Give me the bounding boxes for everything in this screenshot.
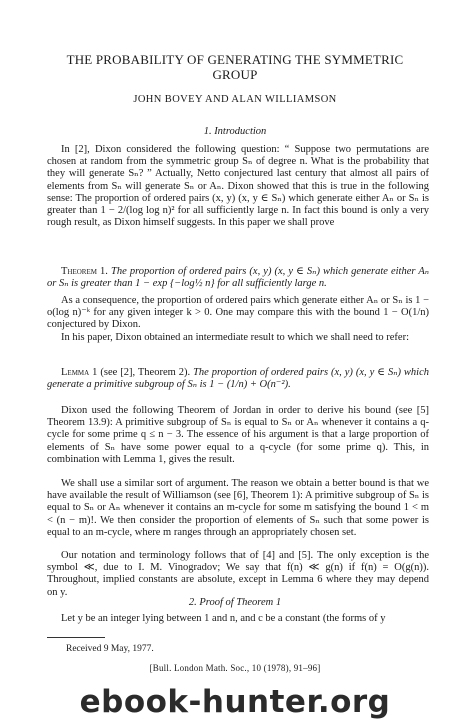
section-2-heading: 2. Proof of Theorem 1 xyxy=(188,597,282,608)
lemma-1-text: The proportion of ordered pairs (x, y) (x, y ∈ Sₙ) which generate a primitive subgroup of Sₙ is 1 − (1/n) + O(n⁻²). xyxy=(47,367,430,391)
watermark: ebook-hunter.org xyxy=(79,684,391,720)
theorem-1-label: Theorem 1. xyxy=(61,266,108,277)
section-1-heading: 1. Introduction xyxy=(203,126,267,137)
section-2-paragraph: Let y be an integer lying between 1 and n, and c be a constant (the forms of y xyxy=(61,613,386,624)
notation-paragraph: Our notation and terminology follows that of [4] and [5]. The only exception is the symbol ≪, due to I. M. Vinogradov; We say that f(n) ≪ g(n) if f(n) = O(g(n)). Throughout, implied constants are absolute, except in Lemma 6 where they may depend on y. xyxy=(47,550,429,598)
theorem-1 xyxy=(47,266,429,290)
lemma-1-label: Lemma 1 xyxy=(61,367,98,378)
footnote-divider xyxy=(47,637,105,638)
title-line-1: THE PROBABILITY OF GENERATING THE SYMMETRIC xyxy=(66,52,404,67)
intro-paragraph: In [2], Dixon considered the following question: “ Suppose two permutations are chosen at random from the symmetric group Sₙ of degree n. What is the probability that they will generate Sₙ? ” Actually, Netto conjectured last century that almost all pairs of elements from Sₙ will generate Sₙ or Aₙ. Dixon showed that this is true in the following sense: The proportion of ordered pairs (x, y) (x, y ∈ Sₙ) which generate either Aₙ or Sₙ is greater than 1 − 2/(log log n)² for all sufficiently large n. In fact this bound is only a very rough result, as Dixon himself suggests. In this paper we shall prove xyxy=(47,144,429,229)
consequence-paragraph: As a consequence, the proportion of ordered pairs which generate either Aₙ or Sₙ is 1 − o(log n)⁻ᵏ for any given integer k > 0. One may compare this with the bound 1 − O(1/n) conjectured by Dixon. xyxy=(47,295,429,331)
lemma-1 xyxy=(47,367,429,391)
title-line-2: GROUP xyxy=(212,67,258,82)
paper-title xyxy=(40,52,430,82)
paper-authors: JOHN BOVEY AND ALAN WILLIAMSON xyxy=(133,94,337,105)
similar-argument-paragraph: We shall use a similar sort of argument. The reason we obtain a better bound is that we have available the result of Williamson (see [6], Theorem 1): A primitive subgroup of Sₙ is equal to Sₙ or Aₙ whenever it contains an m-cycle for some m satisfying the bound 1 < m < (n − m)!. We then consider the proportion of elements of Sₙ such that some power is equal to an m-cycle, where m ranges through an appropriately chosen set. xyxy=(47,478,429,538)
jordan-paragraph: Dixon used the following Theorem of Jordan in order to derive his bound (see [5] Theorem 13.9): A primitive subgroup of Sₙ is equal to Sₙ or Aₙ whenever it contains a q-cycle for some prime q ≤ n − 3. The essence of his argument is that a large proportion of elements of Sₙ have some power equal to a q-cycle (for some prime q). This, in combination with Lemma 1, gives the result. xyxy=(47,405,429,465)
theorem-1-text: The proportion of ordered pairs (x, y) (x, y ∈ Sₙ) which generate either Aₙ or Sₙ is greater than 1 − exp {−log½ n} for all sufficiently large n. xyxy=(47,266,430,290)
intermediate-paragraph: In his paper, Dixon obtained an intermediate result to which we shall need to refer: xyxy=(61,332,410,343)
received-date: Received 9 May, 1977. xyxy=(66,644,154,654)
lemma-1-reference: (see [2], Theorem 2). xyxy=(100,367,191,378)
journal-reference: [Bull. London Math. Soc., 10 (1978), 91–96] xyxy=(149,663,321,673)
